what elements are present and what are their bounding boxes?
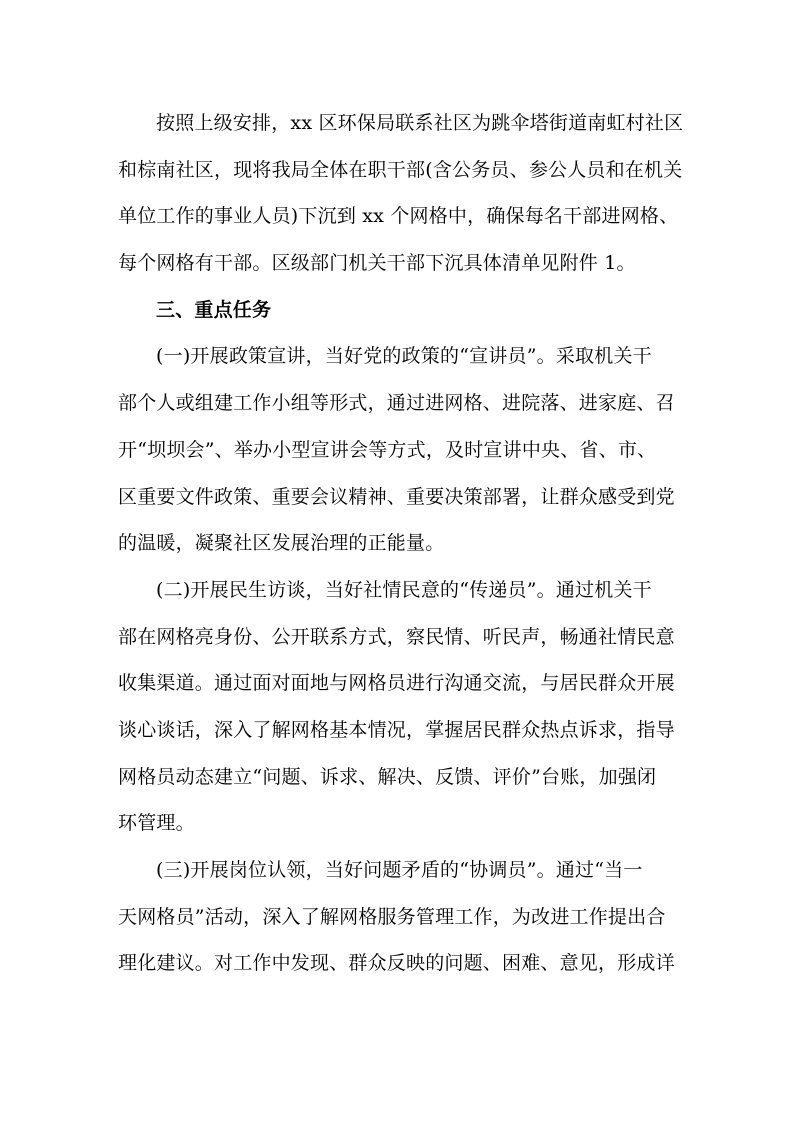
paragraph-line: (二)开展民生访谈，当好社情民意的“传递员”。通过机关干 (156, 578, 652, 601)
paragraph-line: (三)开展岗位认领，当好问题矛盾的“协调员”。通过“当一 (156, 859, 643, 881)
paragraph-line: 开“坝坝会”、举办小型宣讲会等方式，及时宣讲中央、省、市、 (118, 438, 657, 461)
paragraph-line: 理化建议。对工作中发现、群众反映的问题、困难、意见，形成详 (118, 952, 675, 975)
paragraph-line: 网格员动态建立“问题、诉求、解决、反馈、评价”台账，加强闭 (118, 765, 657, 788)
paragraph-line: 区重要文件政策、重要会议精神、重要决策部署，让群众感受到党 (118, 485, 675, 508)
paragraph-line: 部在网格亮身份、公开联系方式，察民情、听民声，畅通社情民意 (118, 625, 675, 648)
paragraph-line: (一)开展政策宣讲，当好党的政策的“宣讲员”。采取机关干 (156, 345, 652, 368)
paragraph-line: 收集渠道。通过面对面地与网格员进行沟通交流，与居民群众开展 (118, 672, 675, 695)
section-heading: 三、重点任务 (156, 298, 272, 321)
paragraph-line: 天网格员”活动，深入了解网格服务管理工作，为改进工作提出合 (118, 905, 666, 928)
paragraph-line: 每个网格有干部。区级部门机关干部下沉具体清单见附件 1。 (118, 252, 636, 275)
document-body (118, 100, 684, 987)
paragraph-line: 谈心谈话，深入了解网格基本情况，掌握居民群众热点诉求，指导 (118, 718, 675, 741)
paragraph-line: 部个人或组建工作小组等形式，通过进网格、进院落、进家庭、召 (118, 392, 675, 415)
paragraph-line: 和棕南社区，现将我局全体在职干部(含公务员、参公人员和在机关 (118, 158, 683, 181)
paragraph-line: 环管理。 (118, 812, 195, 835)
paragraph-line: 的温暖，凝聚社区发展治理的正能量。 (118, 532, 445, 555)
paragraph-line: 按照上级安排，xx 区环保局联系社区为跳伞塔街道南虹村社区 (156, 112, 684, 134)
paragraph-line: 单位工作的事业人员)下沉到 xx 个网格中，确保每名干部进网格、 (118, 205, 679, 228)
